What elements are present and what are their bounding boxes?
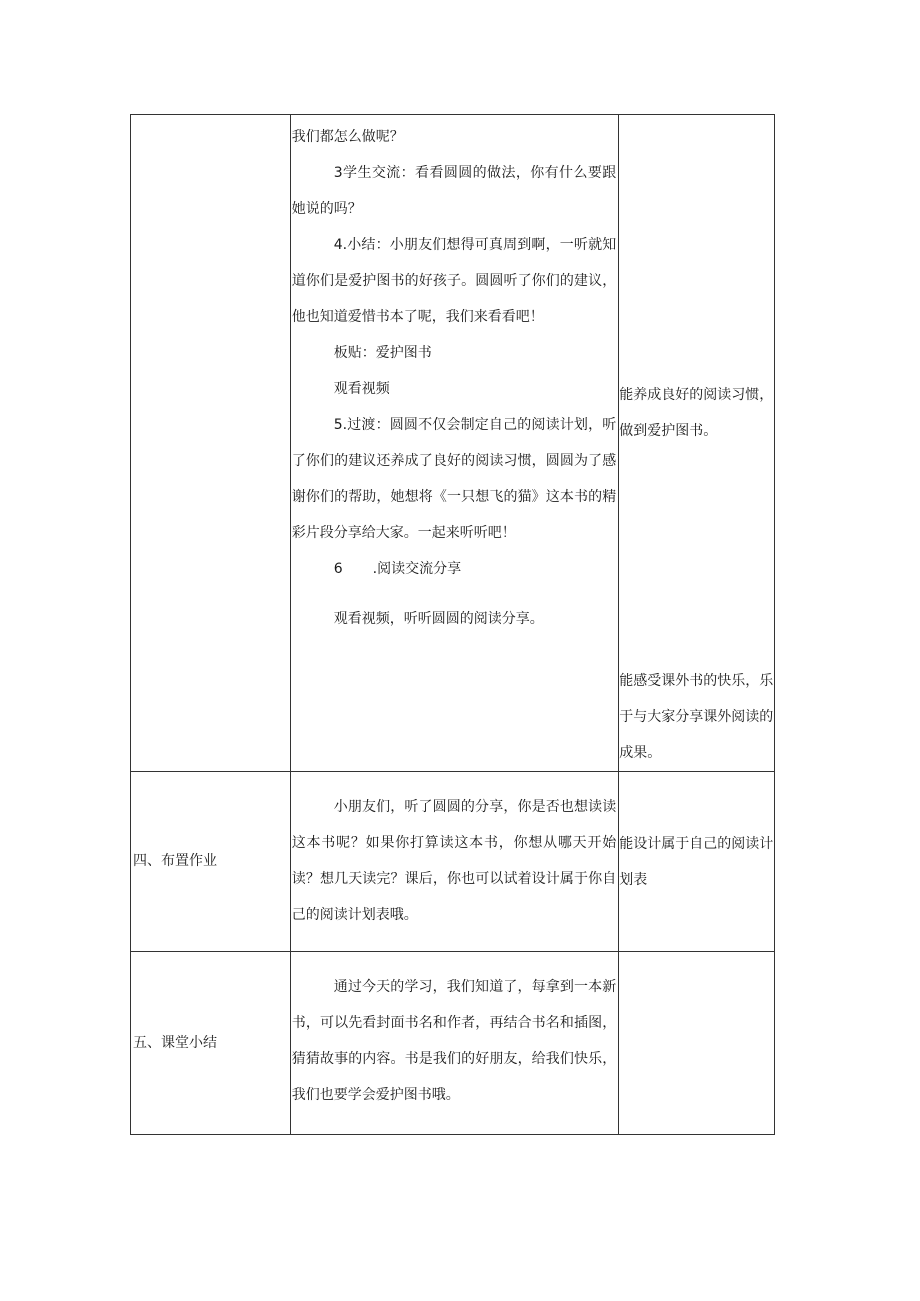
step-title: .阅读交流分享 — [372, 561, 462, 577]
lesson-plan-table — [130, 114, 775, 1135]
activity-paragraph: 观看视频 — [333, 381, 390, 397]
stage-cell — [131, 115, 291, 772]
table-row — [131, 952, 775, 1135]
table-row — [131, 115, 775, 772]
activity-paragraph: 4.小结：小朋友们想得可真周到啊，一听就知道你们是爱护图书的好孩子。圆圆听了你们的建议，他也知道爱惜书本了呢，我们来看看吧！ — [291, 237, 617, 325]
activity-paragraph: 观看视频，听听圆圆的阅读分享。 — [333, 611, 544, 627]
activity-paragraph — [292, 551, 617, 587]
goal-text: 能养成良好的阅读习惯，做到爱护图书。 — [619, 387, 774, 439]
activity-paragraph: 我们都怎么做呢？ — [291, 129, 404, 145]
step-number: 6 — [333, 561, 343, 577]
activity-content-cell — [290, 115, 619, 772]
activity-paragraph: 5.过渡：圆圆不仅会制定自己的阅读计划，听了你们的建议还养成了良好的阅读习惯，圆圆为了感谢你们的帮助，她想将《一只想飞的猫》这本书的精彩片段分享给大家。一起来听听吧！ — [291, 417, 617, 541]
activity-paragraph: 小朋友们，听了圆圆的分享，你是否也想读读这本书呢？如果你打算读这本书，你想从哪天开始读？想几天读完？课后，你也可以试着设计属于你自己的阅读计划表哦。 — [291, 798, 617, 923]
table-row — [131, 772, 775, 952]
activity-content-cell — [290, 772, 619, 952]
stage-cell: 四、布置作业 — [131, 772, 291, 952]
activity-paragraph: 通过今天的学习，我们知道了，每拿到一本新书，可以先看封面书名和作者，再结合书名和插图，猜猜故事的内容。书是我们的好朋友，给我们快乐，我们也要学会爱护图书哦。 — [291, 979, 617, 1103]
activity-paragraph: 3学生交流：看看圆圆的做法，你有什么要跟她说的吗？ — [291, 165, 617, 217]
stage-cell: 五、课堂小结 — [131, 952, 291, 1135]
activity-paragraph: 板贴：爱护图书 — [333, 345, 432, 361]
goal-text: 能设计属于自己的阅读计划表 — [619, 835, 774, 888]
goal-cell — [619, 772, 775, 952]
goal-text: 能感受课外书的快乐，乐于与大家分享课外阅读的成果。 — [619, 673, 774, 761]
goal-cell — [619, 952, 775, 1135]
goal-cell — [619, 115, 775, 772]
activity-content-cell — [290, 952, 619, 1135]
